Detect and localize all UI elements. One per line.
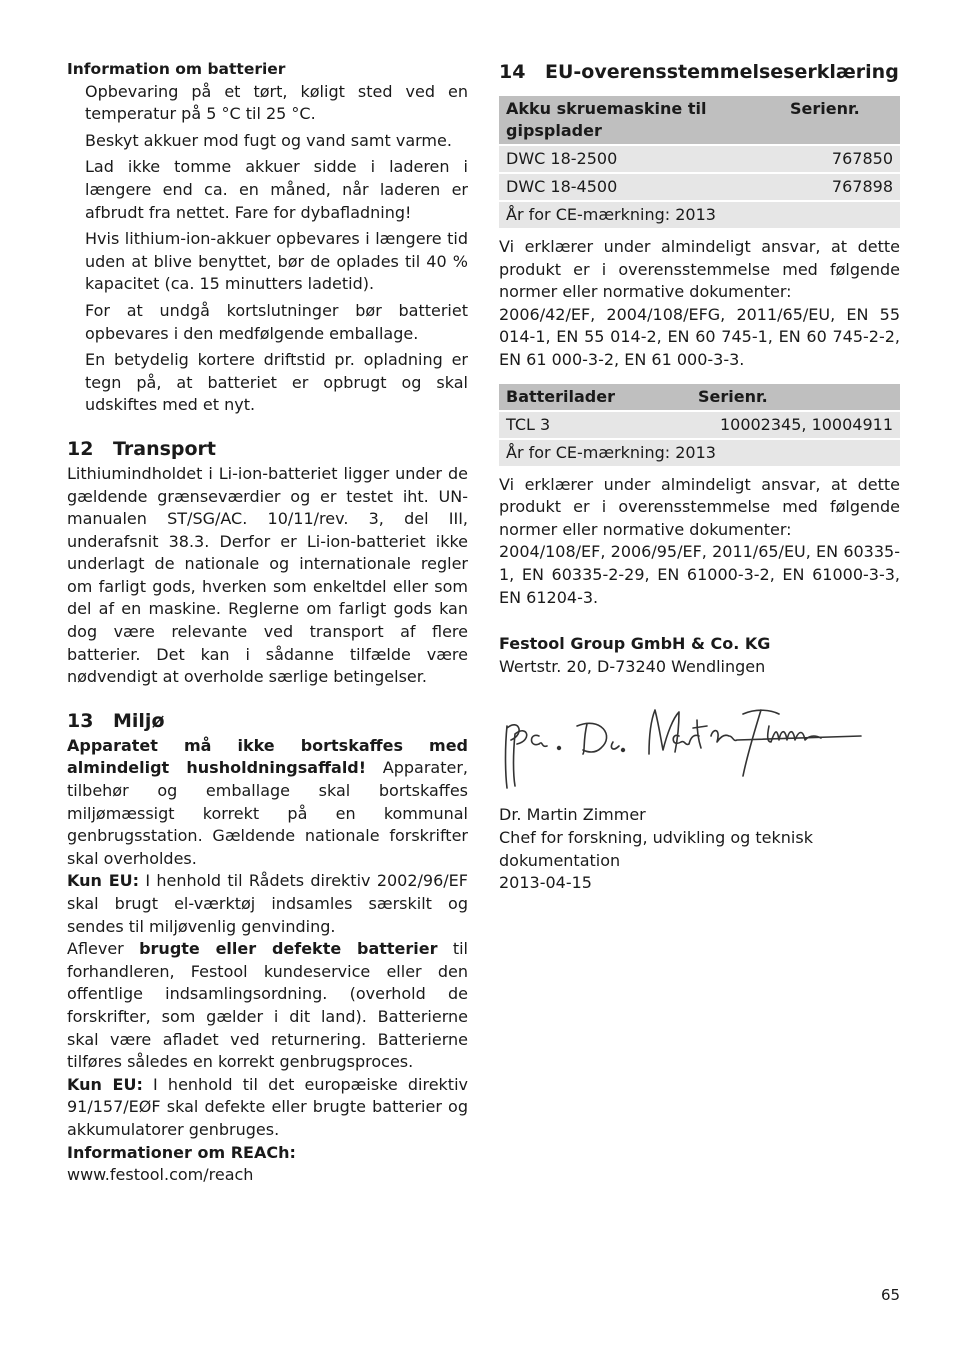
reach-heading: Informationer om REACh:	[67, 1142, 296, 1162]
section-number: 12	[67, 437, 94, 460]
signature-date: 2013-04-15	[499, 873, 592, 893]
ce-year-cell: År for CE-mærkning: 2013	[499, 201, 900, 228]
battery-paragraph: Opbevaring på et tørt, køligt sted ved en temperatur på 5 °C til 25 °C.	[85, 81, 468, 124]
signature-icon	[499, 696, 879, 796]
environment-paragraph-3	[67, 938, 468, 1074]
battery-paragraph: For at undgå kortslutninger bør batteriet opbevares i den medfølgende emballage.	[85, 300, 468, 343]
text: Aflever	[67, 939, 140, 959]
product-table	[499, 96, 900, 228]
battery-heading: Information om batterier	[67, 60, 286, 78]
text: til forhandleren, Festool kundeservice eller den offentlige indsamlingsordning. (overhold de forskrifter, som gælder i dit land). Batterierne skal være afladet ved returnering. Batterierne tilføres således en korrekt genbrugsproces.	[67, 939, 468, 1072]
handwritten-signature	[499, 696, 900, 796]
battery-paragraph: Beskyt akkuer mod fugt og vand samt varme.	[85, 130, 452, 150]
section-title: Miljø	[113, 709, 165, 732]
company-address: Wertstr. 20, D-73240 Wendlingen	[499, 656, 766, 676]
environment-paragraph-1	[67, 735, 468, 871]
signer-title: Chef for forskning, udvikling og teknisk dokumentation	[499, 827, 813, 870]
norms-list: 2004/108/EF, 2006/95/EF, 2011/65/EU, EN 60335-1, EN 60335-2-29, EN 61000-3-2, EN 61000-3-3, EN 61204-3.	[499, 542, 900, 607]
battery-paragraph: Hvis lithium-ion-akkuer opbevares i længere tid uden at blive benyttet, bør de oplades til 40 % kapacitet (ca. 15 minutters ladetid).	[85, 229, 468, 294]
signer-name: Dr. Martin Zimmer	[499, 805, 646, 825]
declaration-text: Vi erklærer under almindeligt ansvar, at dette produkt er i overensstemmelse med følgende normer eller normative dokumenter:	[499, 237, 900, 302]
section-number: 14	[499, 61, 526, 83]
company-name: Festool Group GmbH & Co. KG	[499, 634, 771, 654]
product-cell: TCL 3	[499, 411, 691, 439]
table-row	[499, 411, 900, 439]
battery-paragraph: En betydelig kortere driftstid pr. opladning er tegn på, at batteriet er opbrugt og skal udskiftes med et nyt.	[85, 350, 468, 415]
section-title: EU-overensstemmelseserklæring	[545, 61, 899, 83]
transport-text: Lithiumindholdet i Li-ion-batteriet ligger under de gældende grænseværdier og er testet iht. UN-manualen ST/SG/AC. 10/11/rev. 3, del III, underafsnit 38.3. Derfor er Li-ion-batteriet ikke underlagt de nationale og internationale regler om farligt gods, hverken som enkeltdel eller som del af en maskine. Reglerne om farligt gods kan dog være relevante ved transport af flere batterier. Det kan i sådanne tilfælde være nødvendigt at overholde særlige betingelser.	[67, 463, 468, 687]
table-header-row	[499, 96, 900, 145]
column-header-product: Akku skruemaskine til gipsplader	[499, 96, 783, 145]
table-row	[499, 439, 900, 466]
section-12-heading	[67, 435, 468, 463]
reach-link[interactable]: www.festool.com/reach	[67, 1165, 254, 1185]
table-row	[499, 173, 900, 201]
left-column	[67, 58, 468, 1187]
environment-paragraph-2	[67, 870, 468, 938]
column-header-serial: Serienr.	[691, 384, 900, 411]
charger-table	[499, 384, 900, 466]
text: Apparater, tilbehør og emballage skal bortskaffes miljømæssigt korrekt på en kommunal genbrugsstation. Gældende nationale forskrifter skal overholdes.	[67, 758, 468, 868]
bold-phrase: brugte eller defekte batterier	[139, 939, 438, 959]
product-cell: DWC 18-2500	[499, 145, 783, 173]
section-number: 13	[67, 709, 94, 732]
section-14-heading	[499, 58, 900, 86]
ce-year-cell: År for CE-mærkning: 2013	[499, 439, 900, 466]
table-row	[499, 201, 900, 228]
serial-cell: 767850	[783, 145, 900, 173]
battery-list	[85, 81, 468, 417]
serial-cell: 10002345, 10004911	[691, 411, 900, 439]
bold-phrase: Kun EU:	[67, 1074, 143, 1094]
section-13-heading	[67, 707, 468, 735]
table-header-row	[499, 384, 900, 411]
right-column	[499, 58, 900, 895]
norms-list: 2006/42/EF, 2004/108/EFG, 2011/65/EU, EN 55 014-1, EN 55 014-2, EN 60 745-1, EN 60 745-2-2, EN 61 000-3-2, EN 61 000-3-3.	[499, 304, 900, 369]
column-header-serial: Serienr.	[783, 96, 900, 145]
table-row	[499, 145, 900, 173]
bold-phrase: Kun EU:	[67, 871, 140, 891]
text: I henhold til det europæiske direktiv 91/157/EØF skal defekte eller brugte batterier og akkumulatorer genbruges.	[67, 1074, 468, 1139]
environment-paragraph-4	[67, 1074, 468, 1142]
text: I henhold til Rådets direktiv 2002/96/EF skal brugt el-værktøj indsamles særskilt og sendes til miljøvenlig genvinding.	[67, 871, 468, 936]
product-cell: DWC 18-4500	[499, 173, 783, 201]
column-header-product: Batterilader	[499, 384, 691, 411]
battery-paragraph: Lad ikke tomme akkuer sidde i laderen i længere end ca. en måned, når laderen er afbrudt fra nettet. Fare for dybafladning!	[85, 157, 468, 222]
serial-cell: 767898	[783, 173, 900, 201]
section-title: Transport	[113, 437, 217, 460]
bold-phrase: Apparatet må ikke bortskaffes med almindeligt husholdningsaffald!	[67, 735, 468, 778]
declaration-text: Vi erklærer under almindeligt ansvar, at dette produkt er i overensstemmelse med følgende normer eller normative dokumenter:	[499, 474, 900, 539]
page-number: 65	[881, 1286, 901, 1304]
